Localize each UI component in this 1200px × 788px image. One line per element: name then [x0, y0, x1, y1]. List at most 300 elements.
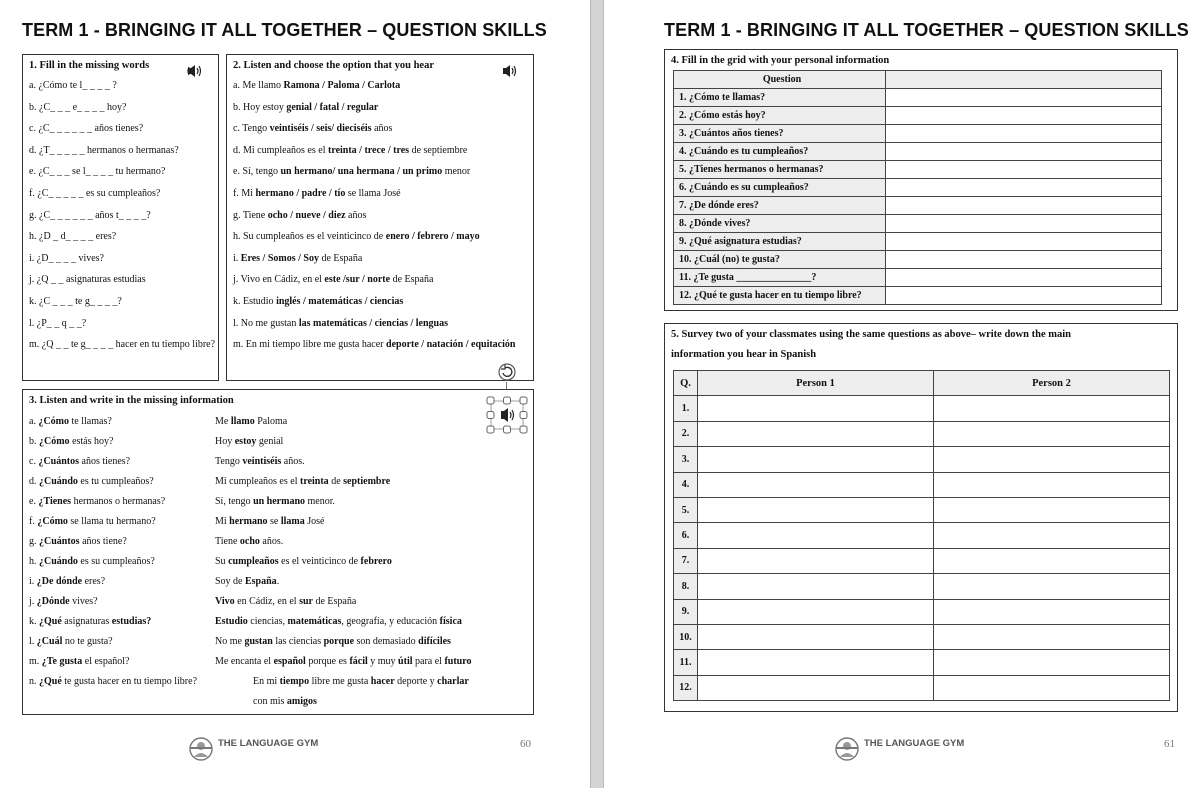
answer-text-part: Paloma [254, 416, 288, 427]
choice-suffix: menor [442, 166, 471, 178]
answer-text [253, 672, 469, 692]
survey-person2-cell[interactable] [934, 599, 1170, 624]
survey-person1-cell[interactable] [698, 421, 934, 446]
question-letter: b. [29, 436, 39, 447]
section-4-box [664, 49, 1178, 311]
section-2-heading: 2. Listen and choose the option that you hear [233, 60, 434, 71]
answer-missing-word: ocho [239, 536, 260, 547]
survey-person1-cell[interactable] [698, 650, 934, 675]
question-text [29, 452, 130, 472]
answer-missing-word: treinta [299, 476, 329, 487]
answer-text-part: Su [215, 556, 229, 567]
answer-text-part: No me [215, 636, 245, 647]
choice-prefix: l. No me gustan [233, 317, 299, 329]
footer-brand: THE LANGUAGE GYM [864, 738, 965, 749]
answer-text [215, 572, 279, 592]
choice-options: genial / fatal / regular [286, 101, 379, 113]
survey-number-cell: 10. [674, 624, 698, 649]
answer-missing-word: física [439, 616, 462, 627]
qa-row [29, 652, 534, 672]
question-word: ¿Cuál [36, 636, 63, 647]
choice-suffix: años [371, 123, 393, 135]
choice-prefix: k. Estudio [233, 295, 277, 307]
survey-person1-cell[interactable] [698, 447, 934, 472]
choice-options: inglés / matemáticas / ciencias [276, 295, 404, 307]
choice-options: veintiséis / seis/ dieciséis [269, 123, 372, 135]
section-1-heading: 1. Fill in the missing words [29, 60, 150, 71]
choice-item[interactable] [233, 291, 533, 313]
speaker-icon[interactable] [502, 64, 520, 78]
section-2-items [227, 75, 533, 351]
gym-mascot-icon [188, 736, 214, 762]
answer-missing-word: útil [398, 656, 413, 667]
page-60 [0, 0, 590, 788]
survey-row [674, 574, 1170, 599]
choice-suffix: de España [390, 274, 434, 286]
answer-text-part: Me [215, 416, 231, 427]
section-4-heading: 4. Fill in the grid with your personal information [671, 55, 890, 66]
grid-question-cell: 6. ¿Cuándo es su cumpleaños? [674, 179, 886, 197]
choice-options: ocho / nueve / diez [267, 209, 346, 221]
page-gutter [590, 0, 604, 788]
grid-row [674, 233, 1162, 251]
grid-answer-cell[interactable] [886, 125, 1162, 143]
fill-in-item[interactable]: j. ¿Q _ _ asignaturas estudias [29, 274, 146, 286]
question-rest: es tu cumpleaños? [77, 476, 154, 487]
survey-person2-cell[interactable] [934, 548, 1170, 573]
question-word: ¿Cuándo [39, 476, 78, 487]
choice-item[interactable] [233, 140, 533, 162]
choice-prefix: g. Tiene [233, 209, 268, 221]
grid-answer-cell[interactable] [886, 215, 1162, 233]
question-letter: d. [29, 476, 39, 487]
section-5-heading-line1: 5. Survey two of your classmates using the same questions as above– write down the main [671, 329, 1071, 340]
survey-row [674, 599, 1170, 624]
survey-person1-cell[interactable] [698, 548, 934, 573]
answer-text-part: años. [259, 536, 284, 547]
choice-item[interactable] [233, 248, 533, 270]
question-text [29, 412, 112, 432]
choice-item[interactable] [233, 161, 533, 183]
choice-options: enero / febrero / mayo [385, 231, 480, 243]
survey-person2-cell[interactable] [934, 574, 1170, 599]
fill-in-item[interactable]: i. ¿D_ _ _ _ vives? [29, 252, 104, 264]
survey-number-cell: 4. [674, 472, 698, 497]
choice-options: Ramona / Paloma / Carlota [283, 80, 401, 91]
answer-text-part: con mis [253, 696, 287, 707]
question-word: ¿Cuántos [39, 536, 80, 547]
answer-text-part: ciencias, [247, 616, 288, 627]
choice-item[interactable] [233, 334, 533, 351]
survey-row [674, 650, 1170, 675]
survey-person2-cell[interactable] [934, 650, 1170, 675]
grid-question-cell: 4. ¿Cuándo es tu cumpleaños? [674, 143, 886, 161]
grid-header-answer [886, 71, 1162, 89]
grid-row [674, 287, 1162, 305]
survey-person1-cell[interactable] [698, 497, 934, 522]
choice-suffix: años [345, 209, 367, 221]
answer-text [253, 692, 317, 712]
choice-item[interactable] [233, 269, 533, 291]
fill-in-item[interactable]: e. ¿C_ _ _ se l_ _ _ _ tu hermano? [29, 166, 166, 178]
qa-row-continued [29, 692, 534, 712]
survey-row [674, 675, 1170, 700]
grid-answer-cell[interactable] [886, 197, 1162, 215]
answer-text-part: En mi [253, 676, 280, 687]
choice-options: este /sur / norte [324, 274, 391, 286]
section-3-box [22, 389, 534, 715]
qa-row [29, 612, 534, 632]
answer-missing-word: charlar [437, 676, 469, 687]
speaker-icon[interactable] [187, 64, 205, 78]
survey-person2-cell[interactable] [934, 523, 1170, 548]
grid-answer-cell[interactable] [886, 251, 1162, 269]
survey-number-cell: 1. [674, 396, 698, 421]
question-text [29, 552, 155, 572]
grid-row [674, 215, 1162, 233]
survey-person1-cell[interactable] [698, 675, 934, 700]
question-letter: e. [29, 496, 39, 507]
grid-row [674, 89, 1162, 107]
survey-person1-cell[interactable] [698, 624, 934, 649]
answer-text [215, 432, 283, 452]
survey-row [674, 396, 1170, 421]
answer-missing-word: tiempo [279, 676, 310, 687]
answer-text-part: en Cádiz, en el [234, 596, 300, 607]
question-text [29, 432, 113, 452]
choice-item[interactable] [233, 118, 533, 140]
answer-text-part: son demasiado [354, 636, 419, 647]
question-letter: j. [29, 596, 37, 607]
section-1-items [23, 75, 218, 351]
question-rest: estás hoy? [69, 436, 114, 447]
answer-text-part: , geografía, y educación [341, 616, 440, 627]
question-rest: años tienes? [79, 456, 131, 467]
answer-missing-word: Vivo [215, 596, 235, 607]
qa-row [29, 412, 534, 432]
choice-item[interactable] [233, 75, 533, 97]
footer-brand: THE LANGUAGE GYM [218, 738, 319, 749]
survey-row [674, 447, 1170, 472]
choice-item[interactable] [233, 183, 533, 205]
survey-person2-cell[interactable] [934, 675, 1170, 700]
grid-row [674, 179, 1162, 197]
question-rest: hermanos o hermanas? [71, 496, 166, 507]
answer-missing-word: matemáticas [287, 616, 342, 627]
answer-text-part: Soy de [215, 576, 245, 587]
choice-suffix: se llama José [345, 187, 401, 199]
survey-person1-cell[interactable] [698, 574, 934, 599]
question-text [29, 672, 197, 692]
section-5-box [664, 323, 1178, 712]
survey-header-person1: Person 1 [698, 371, 934, 396]
answer-text-part: Hoy [215, 436, 235, 447]
survey-number-cell: 11. [674, 650, 698, 675]
answer-text-part: libre me gusta [309, 676, 371, 687]
qa-row [29, 672, 534, 692]
answer-text [215, 472, 390, 492]
answer-text [215, 452, 305, 472]
grid-question-cell: 2. ¿Cómo estás hoy? [674, 107, 886, 125]
fill-in-item[interactable]: m. ¿Q _ _ te g_ _ _ _ hacer en tu tiempo libre? [29, 339, 216, 351]
qa-row [29, 472, 534, 492]
question-rest: el español? [82, 656, 130, 667]
answer-missing-word: porque [323, 636, 355, 647]
answer-text-part: Sí, tengo [215, 496, 254, 507]
answer-text-part: de España [312, 596, 357, 607]
survey-row [674, 624, 1170, 649]
question-word: ¿Qué [39, 616, 62, 627]
survey-row [674, 497, 1170, 522]
section-1-box [22, 54, 219, 381]
answer-text-part: porque es [305, 656, 350, 667]
choice-prefix: h. Su cumpleaños es el veinticinco de [233, 231, 386, 243]
answer-missing-word: gustan [244, 636, 273, 647]
grid-answer-cell[interactable] [886, 107, 1162, 125]
question-text [29, 592, 98, 612]
answer-missing-word: fácil [349, 656, 368, 667]
answer-text-part: y muy [367, 656, 399, 667]
personal-info-grid [673, 70, 1162, 305]
choice-options: hermano / padre / tío [255, 187, 346, 199]
answer-text [215, 632, 451, 652]
survey-row [674, 523, 1170, 548]
answer-missing-word: estoy [234, 436, 257, 447]
answer-text-part: Me encanta el [215, 656, 274, 667]
question-word: ¿Tienes [38, 496, 72, 507]
qa-row [29, 632, 534, 652]
fill-in-item[interactable]: b. ¿C_ _ _ e_ _ _ _ hoy? [29, 101, 127, 113]
question-word: ¿Te gusta [41, 656, 83, 667]
survey-row [674, 548, 1170, 573]
answer-text-part: menor. [305, 496, 336, 507]
survey-person1-cell[interactable] [698, 523, 934, 548]
section-5-heading-line2: information you hear in Spanish [671, 349, 817, 360]
grid-answer-cell[interactable] [886, 161, 1162, 179]
question-text [29, 612, 151, 632]
survey-row [674, 421, 1170, 446]
question-text [29, 532, 127, 552]
answer-text-part: Mi cumpleaños es el [215, 476, 300, 487]
survey-row [674, 472, 1170, 497]
page-61 [604, 0, 1200, 788]
survey-number-cell: 9. [674, 599, 698, 624]
survey-person1-cell[interactable] [698, 396, 934, 421]
choice-prefix: i. [233, 252, 241, 264]
choice-prefix: f. Mi [233, 187, 256, 199]
qa-row [29, 432, 534, 452]
question-rest: se llama tu hermano? [67, 516, 156, 527]
qa-row [29, 572, 534, 592]
choice-prefix: a. Me llamo [233, 80, 284, 91]
question-rest: vives? [69, 596, 98, 607]
survey-number-cell: 7. [674, 548, 698, 573]
answer-missing-word: futuro [444, 656, 472, 667]
choice-item[interactable] [233, 205, 533, 227]
fill-in-item[interactable]: c. ¿C_ _ _ _ _ _ años tienes? [29, 123, 144, 135]
survey-person2-cell[interactable] [934, 396, 1170, 421]
question-rest: te llamas? [69, 416, 112, 427]
question-letter: l. [29, 636, 37, 647]
survey-number-cell: 3. [674, 447, 698, 472]
qa-row [29, 532, 534, 552]
qa-row [29, 552, 534, 572]
question-rest: años tiene? [79, 536, 127, 547]
choice-prefix: e. Sí, tengo [233, 166, 281, 178]
question-letter: i. [29, 576, 37, 587]
fill-in-item[interactable]: h. ¿D _ d_ _ _ _ eres? [29, 231, 117, 243]
choice-options: las matemáticas / ciencias / lenguas [298, 317, 448, 329]
survey-number-cell: 2. [674, 421, 698, 446]
question-word: ¿Dónde [36, 596, 70, 607]
answer-text-part: genial [256, 436, 284, 447]
answer-text-part: . [276, 576, 280, 587]
survey-person2-cell[interactable] [934, 497, 1170, 522]
grid-row [674, 197, 1162, 215]
section-5-heading [665, 324, 1177, 365]
selected-speaker-icon[interactable] [486, 396, 528, 434]
answer-text [215, 552, 392, 572]
fill-in-item[interactable]: d. ¿T_ _ _ _ _ hermanos o hermanas? [29, 144, 179, 156]
survey-person2-cell[interactable] [934, 421, 1170, 446]
choice-options: Eres / Somos / Soy [240, 252, 319, 264]
question-letter: f. [29, 516, 38, 527]
answer-missing-word: difíciles [418, 636, 451, 647]
gym-mascot-icon [834, 736, 860, 762]
answer-missing-word: febrero [360, 556, 392, 567]
qa-row [29, 452, 534, 472]
question-letter: h. [29, 556, 39, 567]
survey-person2-cell[interactable] [934, 447, 1170, 472]
question-word: ¿De dónde [36, 576, 83, 587]
answer-text [215, 512, 324, 532]
survey-person1-cell[interactable] [698, 472, 934, 497]
question-rest: eres? [82, 576, 106, 587]
answer-missing-word: llama [280, 516, 305, 527]
question-rest: asignaturas [61, 616, 112, 627]
answer-missing-word: llamo [230, 416, 255, 427]
answer-text-part: deporte y [394, 676, 438, 687]
grid-answer-cell[interactable] [886, 269, 1162, 287]
fill-in-item[interactable]: l. ¿P_ _ q _ _? [29, 317, 87, 329]
question-rest: es su cumpleaños? [77, 556, 155, 567]
choice-suffix: de septiembre [409, 144, 468, 156]
choice-item[interactable] [233, 97, 533, 119]
question-text [29, 572, 105, 592]
answer-text-part: años. [281, 456, 305, 467]
grid-row [674, 251, 1162, 269]
answer-missing-word: Estudio [215, 616, 248, 627]
question-letter: c. [29, 456, 39, 467]
survey-number-cell: 8. [674, 574, 698, 599]
choice-item[interactable] [233, 313, 533, 335]
answer-missing-word: septiembre [343, 476, 391, 487]
grid-row [674, 125, 1162, 143]
answer-text [215, 492, 335, 512]
answer-missing-word: hacer [370, 676, 395, 687]
grid-row [674, 161, 1162, 179]
answer-text-part: es el veinticinco de [278, 556, 361, 567]
choice-prefix: j. Vivo en Cádiz, en el [233, 274, 325, 286]
grid-answer-cell[interactable] [886, 233, 1162, 251]
answer-missing-word: España [245, 576, 277, 587]
answer-text-part: de [328, 476, 344, 487]
choice-item[interactable] [233, 226, 533, 248]
grid-answer-cell[interactable] [886, 143, 1162, 161]
question-rest: te gusta hacer en tu tiempo libre? [61, 676, 198, 687]
answer-missing-word: español [273, 656, 306, 667]
qa-row [29, 492, 534, 512]
survey-grid [673, 370, 1170, 701]
question-word: ¿Cuándo [39, 556, 78, 567]
answer-text-part: se [267, 516, 281, 527]
answer-missing-word: veintiséis [242, 456, 282, 467]
choice-options: treinta / trece / tres [327, 144, 410, 156]
grid-question-cell: 7. ¿De dónde eres? [674, 197, 886, 215]
answer-text [215, 532, 283, 552]
fill-in-item[interactable]: k. ¿C _ _ _ te g_ _ _ _? [29, 295, 122, 307]
survey-number-cell: 6. [674, 523, 698, 548]
grid-row [674, 107, 1162, 125]
answer-missing-word: un hermano [253, 496, 306, 507]
question-word: ¿Cómo [37, 516, 68, 527]
answer-missing-word: hermano [229, 516, 268, 527]
choice-options: un hermano/ una hermana / un primo [280, 166, 443, 178]
answer-text [215, 652, 471, 672]
section-3-heading: 3. Listen and write in the missing information [29, 395, 234, 406]
question-letter: g. [29, 536, 39, 547]
section-2-box [226, 54, 534, 381]
question-text [29, 472, 154, 492]
choice-prefix: d. Mi cumpleaños es el [233, 144, 328, 156]
question-letter: k. [29, 616, 39, 627]
answer-missing-word: cumpleaños [228, 556, 279, 567]
fill-in-item[interactable]: g. ¿C_ _ _ _ _ _ años t_ _ _ _? [29, 209, 151, 221]
question-word: estudias? [111, 616, 152, 627]
grid-question-cell: 3. ¿Cuántos años tienes? [674, 125, 886, 143]
fill-in-item[interactable]: f. ¿C_ _ _ _ _ es su cumpleaños? [29, 187, 161, 199]
answer-text-part: Tiene [215, 536, 240, 547]
answer-text-part: José [304, 516, 325, 527]
question-letter: n. [29, 676, 39, 687]
answer-text [215, 612, 462, 632]
question-letter: a. [29, 416, 39, 427]
answer-text [215, 412, 287, 432]
grid-question-cell: 10. ¿Cuál (no) te gusta? [674, 251, 886, 269]
grid-row [674, 143, 1162, 161]
fill-in-item[interactable]: a. ¿Cómo te l_ _ _ _ ? [29, 80, 117, 91]
question-word: ¿Cómo [39, 436, 70, 447]
qa-row [29, 512, 534, 532]
grid-answer-cell[interactable] [886, 287, 1162, 305]
question-text [29, 632, 113, 652]
question-letter: m. [29, 656, 42, 667]
choice-prefix: c. Tengo [233, 123, 270, 135]
answer-text-part: las ciencias [272, 636, 324, 647]
grid-answer-cell[interactable] [886, 89, 1162, 107]
page-number: 60 [520, 738, 531, 750]
qa-row [29, 592, 534, 612]
survey-person1-cell[interactable] [698, 599, 934, 624]
page-number: 61 [1164, 738, 1175, 750]
survey-person2-cell[interactable] [934, 472, 1170, 497]
survey-header-q: Q. [674, 371, 698, 396]
survey-number-cell: 12. [674, 675, 698, 700]
page-title: TERM 1 - BRINGING IT ALL TOGETHER – QUESTION SKILLS [22, 20, 547, 40]
survey-person2-cell[interactable] [934, 624, 1170, 649]
rotate-handle-icon[interactable] [496, 361, 518, 383]
grid-answer-cell[interactable] [886, 179, 1162, 197]
